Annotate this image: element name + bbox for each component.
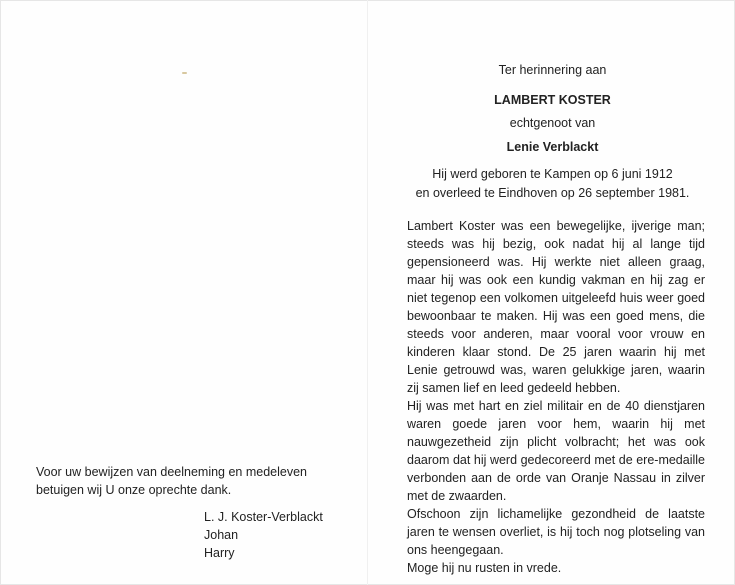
intro-text: Ter herinnering aan	[498, 63, 607, 77]
death-line: en overleed te Eindhoven op 26 september 1981.	[415, 186, 690, 200]
fold-line	[367, 0, 368, 585]
birth-line: Hij werd geboren te Kampen op 6 juni 1912	[432, 167, 673, 181]
spouse-name: Lenie Verblackt	[506, 140, 599, 154]
paper-speck	[182, 72, 187, 74]
spouse-of-text: echtgenoot van	[509, 116, 596, 130]
biography-paragraph: Moge hij nu rusten in vrede.	[407, 561, 562, 575]
biography	[407, 217, 705, 577]
signer-name: L. J. Koster-Verblackt	[204, 510, 323, 524]
deceased-name: LAMBERT KOSTER	[494, 93, 611, 107]
biography-paragraph: Lambert Koster was een bewegelijke, ijverige man; steeds was hij bezig, ook nadat hij al lange tijd gepensioneerd was. Hij werkte niet alleen graag, maar hij was ook een kundig vakman en hij zag er niet tegenop een volkomen uitgeleefd huis weer goed bewoonbaar te maken. Hij was een goed mens, die steeds voor anderen, maar vooral voor vrouw en kinderen klaar stond. De 25 jaren waarin hij met Lenie getrouwd was, waren gelukkige jaren, waarin zij samen lief en leed gedeeld hebben.	[407, 219, 705, 395]
signer-name: Harry	[204, 546, 235, 560]
thanks-text: Voor uw bewijzen van deelneming en medeleven betuigen wij U onze oprechte dank.	[36, 465, 308, 497]
biography-paragraph: Hij was met hart en ziel militair en de 40 dienstjaren waren goede jaren voor hem, waarin hij met nauwgezetheid zijn plicht volbracht; het was ook daarom dat hij werd gedecoreerd met de ere-medaille verbonden aan de orde van Oranje Nassau in zilver met de zwaarden.	[407, 399, 705, 503]
signer-name: Johan	[204, 528, 239, 542]
thanks-note	[36, 463, 336, 499]
signers-list	[204, 508, 323, 562]
biography-paragraph: Ofschoon zijn lichamelijke gezondheid de laatste jaren te wensen overliet, is hij toch nog plotseling van ons heengegaan.	[407, 507, 705, 557]
